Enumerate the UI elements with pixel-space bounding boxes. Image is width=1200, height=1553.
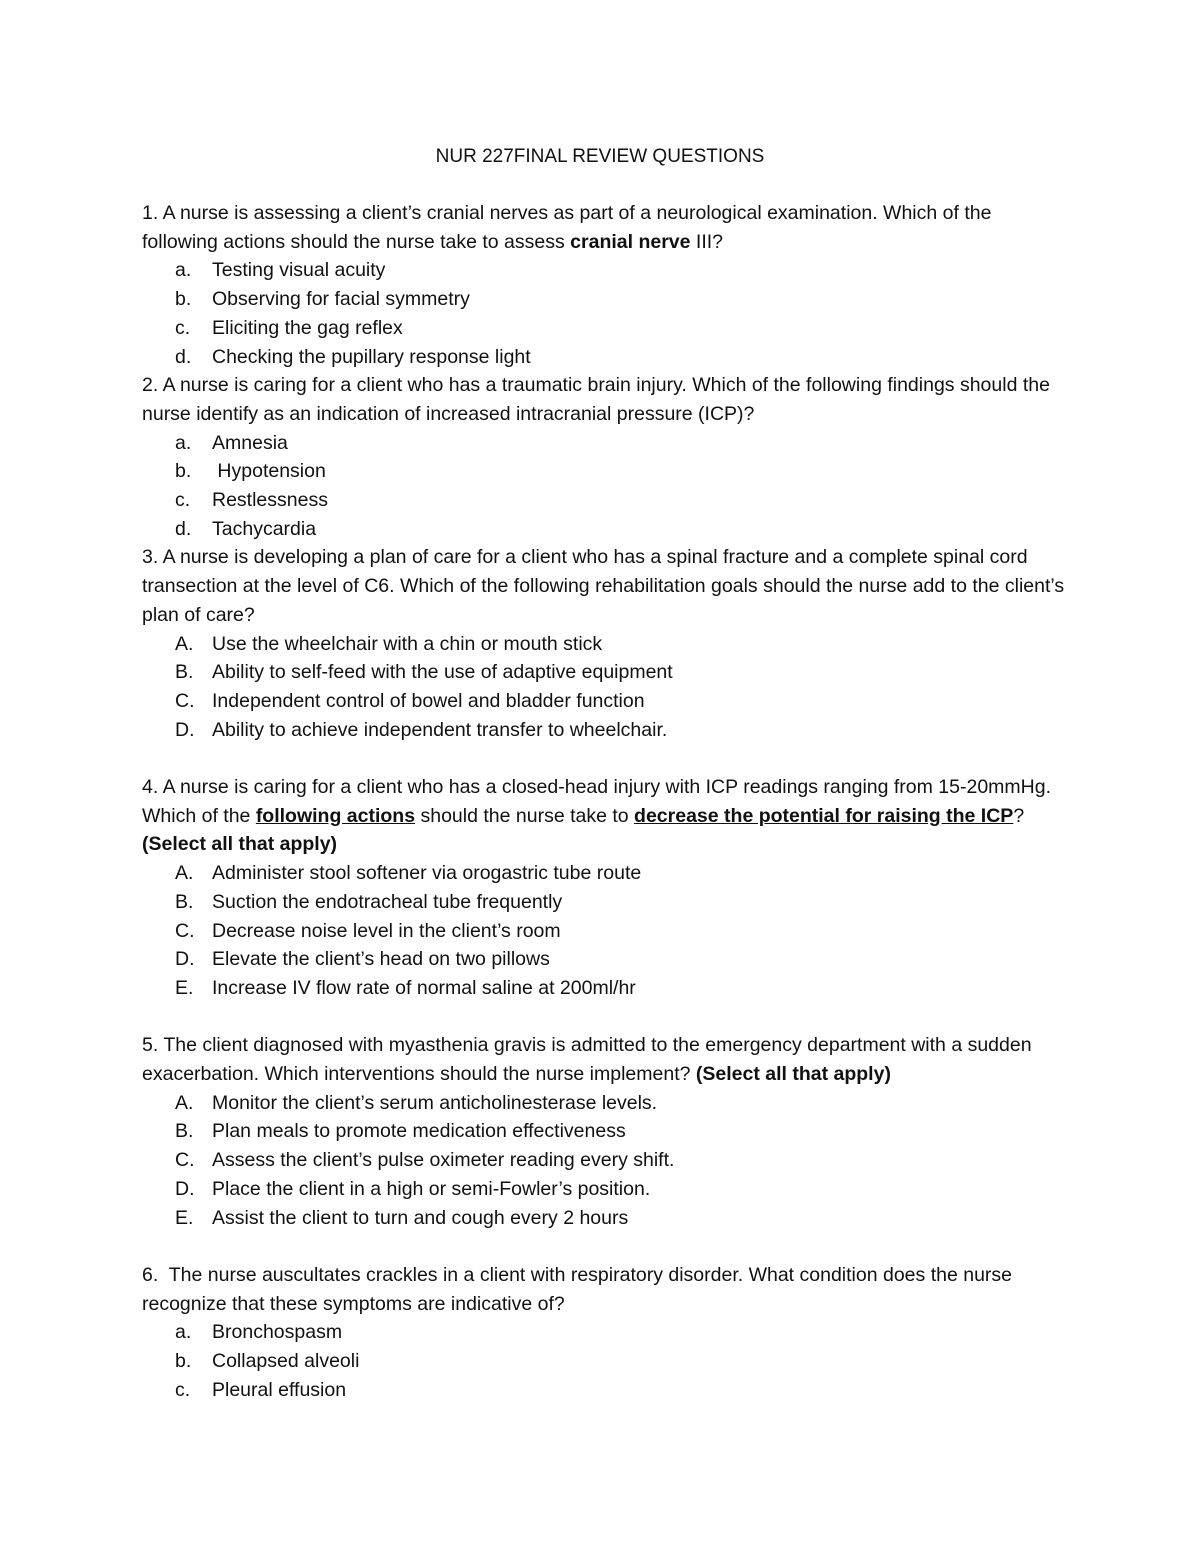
page-title: NUR 227FINAL REVIEW QUESTIONS (435, 146, 765, 167)
answer-option: c. Restlessness (175, 489, 328, 512)
select-all-note: (Select all that apply) (142, 833, 338, 856)
select-all-note: (Select all that apply) (695, 1063, 891, 1086)
question-2 (142, 371, 1072, 543)
answer-option: B. Plan meals to promote medication effectiveness (175, 1120, 626, 1143)
answer-options (142, 1089, 1072, 1233)
answer-option: b. Observing for facial symmetry (175, 288, 470, 311)
answer-option: c. Eliciting the gag reflex (175, 316, 403, 339)
question-4 (142, 773, 1072, 1003)
question-5 (142, 1031, 1072, 1232)
answer-option: d. Tachycardia (175, 517, 317, 540)
question-stem: 4. A nurse is caring for a client who has a closed-head injury with ICP readings ranging from 15-20mmHg. Which of the following actions should the nurse take to decrease the potential for raising the ICP? (Select all that apply) (142, 776, 1052, 856)
answer-option: b. Collapsed alveoli (175, 1350, 360, 1373)
answer-option: c. Pleural effusion (175, 1378, 347, 1401)
answer-option: A. Use the wheelchair with a chin or mouth stick (175, 632, 603, 655)
question-stem: 5. The client diagnosed with myasthenia gravis is admitted to the emergency department with a sudden exacerbation. Which interventions should the nurse implement? (Select all that apply) (142, 1034, 1032, 1086)
question-stem: 3. A nurse is developing a plan of care for a client who has a spinal fracture and a complete spinal cord transection at the level of C6. Which of the following rehabilitation goals should the nurse add to the client’s plan of care? (142, 546, 1065, 626)
answer-options (142, 256, 1072, 371)
answer-option: E. Assist the client to turn and cough every 2 hours (175, 1206, 629, 1229)
answer-option: A. Administer stool softener via orogastric tube route (175, 862, 642, 885)
answer-options (142, 630, 1072, 745)
answer-option: B. Suction the endotracheal tube frequently (175, 890, 563, 913)
underlined-emphasis: decrease the potential for raising the ICP (634, 804, 1014, 827)
question-stem: 1. A nurse is assessing a client’s cranial nerves as part of a neurological examination. Which of the following actions should the nurse take to assess cranial nerve III? (142, 202, 992, 253)
question-3 (142, 543, 1072, 744)
answer-options (142, 1318, 1072, 1404)
question-stem: 2. A nurse is caring for a client who has a traumatic brain injury. Which of the following findings should the nurse identify as an indication of increased intracranial pressure (ICP)? (142, 374, 1050, 425)
answer-option: a. Testing visual acuity (175, 259, 386, 282)
answer-option: E. Increase IV flow rate of normal saline at 200ml/hr (175, 976, 636, 999)
answer-option: D. Ability to achieve independent transfer to wheelchair. (175, 718, 668, 741)
answer-option: a. Bronchospasm (175, 1321, 343, 1344)
answer-options (142, 859, 1072, 1003)
answer-option: d. Checking the pupillary response light (175, 345, 531, 368)
emphasis-text: cranial nerve (570, 230, 691, 253)
question-stem: 6. The nurse auscultates crackles in a client with respiratory disorder. What condition does the nurse recognize that these symptoms are indicative of? (142, 1263, 1018, 1315)
underlined-emphasis: following actions (255, 804, 416, 827)
questions-body (142, 199, 1072, 1404)
answer-option: D. Place the client in a high or semi-Fowler’s position. (175, 1177, 651, 1200)
answer-option: B. Ability to self-feed with the use of adaptive equipment (175, 661, 673, 684)
answer-option: C. Decrease noise level in the client’s room (175, 919, 561, 942)
answer-option: A. Monitor the client’s serum anticholinesterase levels. (175, 1091, 658, 1114)
answer-option: D. Elevate the client’s head on two pillows (175, 948, 550, 971)
answer-options (142, 429, 1072, 544)
answer-option: b. Hypotension (175, 460, 326, 483)
answer-option: a. Amnesia (175, 431, 288, 454)
question-1 (142, 199, 1072, 371)
question-6 (142, 1261, 1072, 1405)
answer-option: C. Assess the client’s pulse oximeter reading every shift. (175, 1149, 675, 1172)
answer-option: C. Independent control of bowel and bladder function (175, 689, 645, 712)
